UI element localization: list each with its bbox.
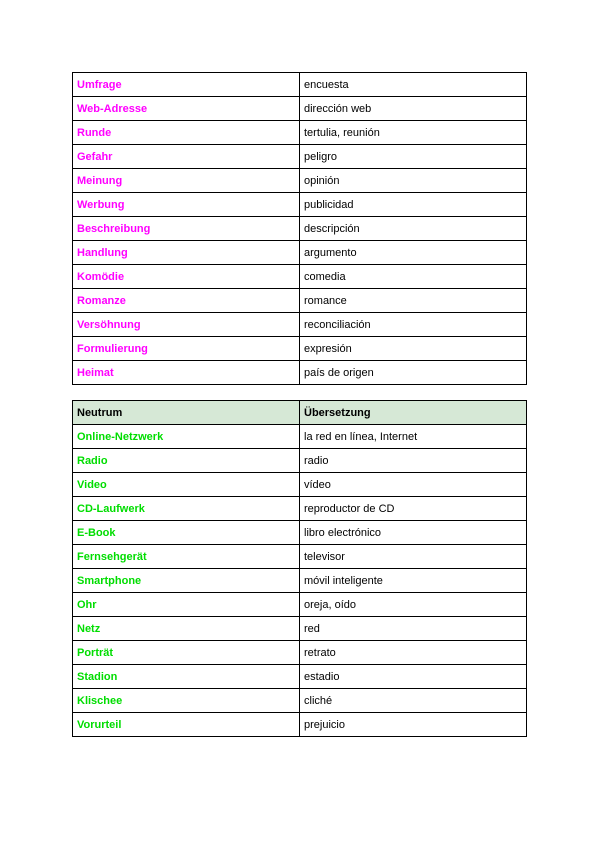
table-row — [73, 497, 527, 521]
spanish-translation: estadio — [300, 665, 527, 689]
feminine-vocabulary-table — [72, 72, 527, 385]
spanish-translation: comedia — [300, 265, 527, 289]
table-row — [73, 521, 527, 545]
spanish-translation: país de origen — [300, 361, 527, 385]
table-row — [73, 97, 527, 121]
spanish-translation: argumento — [300, 241, 527, 265]
german-term: Handlung — [73, 241, 300, 265]
table-row — [73, 593, 527, 617]
table-row — [73, 241, 527, 265]
table-row — [73, 169, 527, 193]
table-row — [73, 617, 527, 641]
table-row — [73, 217, 527, 241]
table-row — [73, 193, 527, 217]
spanish-translation: móvil inteligente — [300, 569, 527, 593]
german-term: Werbung — [73, 193, 300, 217]
table-row — [73, 449, 527, 473]
spanish-translation: red — [300, 617, 527, 641]
german-term: Ohr — [73, 593, 300, 617]
spanish-translation: encuesta — [300, 73, 527, 97]
spanish-translation: dirección web — [300, 97, 527, 121]
german-term: Porträt — [73, 641, 300, 665]
german-term: Umfrage — [73, 73, 300, 97]
spanish-translation: reconciliación — [300, 313, 527, 337]
german-term: Heimat — [73, 361, 300, 385]
spanish-translation: oreja, oído — [300, 593, 527, 617]
table-row — [73, 713, 527, 737]
german-term: Smartphone — [73, 569, 300, 593]
german-term: Vorurteil — [73, 713, 300, 737]
spanish-translation: retrato — [300, 641, 527, 665]
table-row — [73, 361, 527, 385]
spanish-translation: vídeo — [300, 473, 527, 497]
german-term: Netz — [73, 617, 300, 641]
table-row — [73, 121, 527, 145]
german-term: Stadion — [73, 665, 300, 689]
spanish-translation: prejuicio — [300, 713, 527, 737]
german-term: Runde — [73, 121, 300, 145]
german-term: Versöhnung — [73, 313, 300, 337]
spanish-translation: la red en línea, Internet — [300, 425, 527, 449]
table-row — [73, 145, 527, 169]
table-header-row — [73, 401, 527, 425]
table-row — [73, 473, 527, 497]
table-row — [73, 545, 527, 569]
german-term: E-Book — [73, 521, 300, 545]
table-row — [73, 73, 527, 97]
spanish-translation: romance — [300, 289, 527, 313]
table-row — [73, 313, 527, 337]
header-neutrum: Neutrum — [73, 401, 300, 425]
table-row — [73, 337, 527, 361]
german-term: Video — [73, 473, 300, 497]
spanish-translation: televisor — [300, 545, 527, 569]
spanish-translation: opinión — [300, 169, 527, 193]
table-row — [73, 665, 527, 689]
german-term: Klischee — [73, 689, 300, 713]
german-term: Fernsehgerät — [73, 545, 300, 569]
neuter-table-head — [73, 401, 527, 425]
spanish-translation: tertulia, reunión — [300, 121, 527, 145]
header-uebersetzung: Übersetzung — [300, 401, 527, 425]
table-row — [73, 425, 527, 449]
neuter-vocabulary-table — [72, 400, 527, 737]
german-term: Meinung — [73, 169, 300, 193]
german-term: Gefahr — [73, 145, 300, 169]
german-term: Komödie — [73, 265, 300, 289]
spanish-translation: libro electrónico — [300, 521, 527, 545]
spanish-translation: expresión — [300, 337, 527, 361]
table-row — [73, 569, 527, 593]
german-term: Romanze — [73, 289, 300, 313]
german-term: Web-Adresse — [73, 97, 300, 121]
table-row — [73, 265, 527, 289]
spanish-translation: peligro — [300, 145, 527, 169]
spanish-translation: radio — [300, 449, 527, 473]
spanish-translation: cliché — [300, 689, 527, 713]
spanish-translation: publicidad — [300, 193, 527, 217]
table-row — [73, 289, 527, 313]
german-term: Formulierung — [73, 337, 300, 361]
feminine-table-body — [73, 73, 527, 385]
spanish-translation: descripción — [300, 217, 527, 241]
neuter-table-body — [73, 425, 527, 737]
table-row — [73, 689, 527, 713]
german-term: CD-Laufwerk — [73, 497, 300, 521]
german-term: Online-Netzwerk — [73, 425, 300, 449]
table-row — [73, 641, 527, 665]
german-term: Radio — [73, 449, 300, 473]
german-term: Beschreibung — [73, 217, 300, 241]
spanish-translation: reproductor de CD — [300, 497, 527, 521]
